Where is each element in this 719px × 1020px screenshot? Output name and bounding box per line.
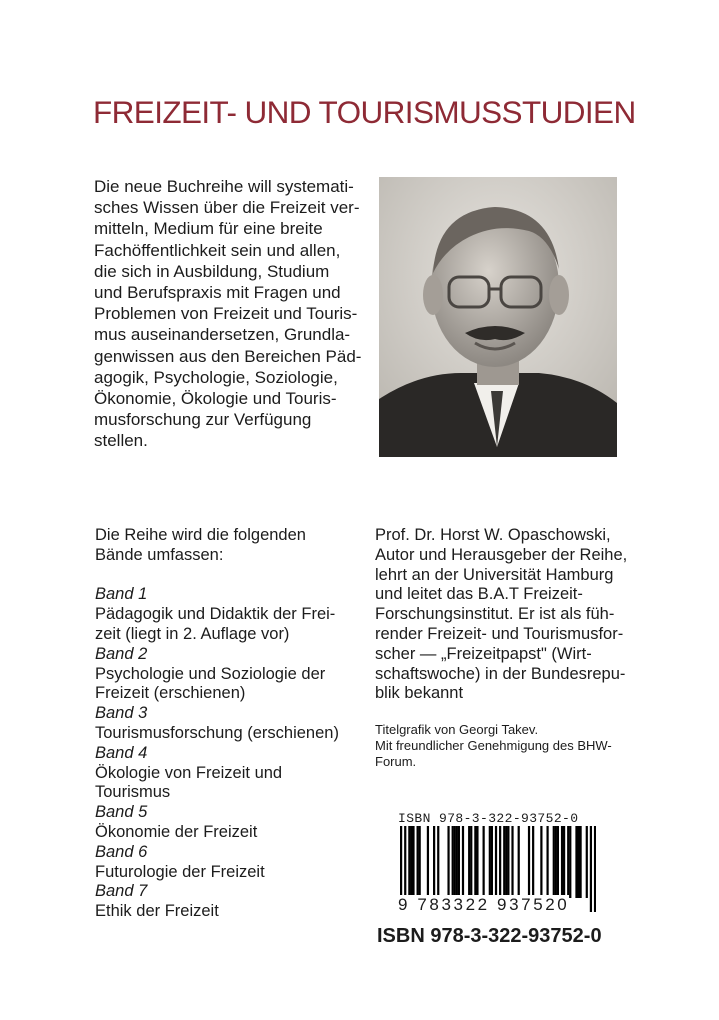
intro-line: sches Wissen über die Freizeit ver- xyxy=(94,198,360,218)
band-label: Band 4 xyxy=(95,743,148,762)
barcode-bar xyxy=(419,826,421,898)
barcode-bar xyxy=(586,826,588,898)
barcode-bar xyxy=(553,826,555,898)
band-title: Pädagogik und Didaktik der Frei- xyxy=(95,605,336,624)
credit-line: Titelgrafik von Georgi Takev. xyxy=(375,722,539,737)
band-label: Band 6 xyxy=(95,842,148,861)
barcode-bar xyxy=(408,826,410,898)
credit-line: Forum. xyxy=(375,754,417,769)
barcode-bar xyxy=(507,826,509,898)
barcode-guard-bar xyxy=(594,826,596,912)
band-title: Ethik der Freizeit xyxy=(95,902,219,921)
intro-line: agogik, Psychologie, Soziologie, xyxy=(94,367,338,387)
barcode-bar xyxy=(567,826,569,898)
intro-line: mitteln, Medium für eine breite xyxy=(94,219,323,239)
barcode-bar xyxy=(511,826,513,898)
barcode-bar xyxy=(503,826,505,898)
barcode-bar xyxy=(557,826,559,898)
intro-line: genwissen aus den Bereichen Päd- xyxy=(94,346,362,366)
isbn-large-label: ISBN 978-3-322-93752-0 xyxy=(377,925,602,947)
barcode-bar xyxy=(540,826,542,898)
author-line: Forschungsinstitut. Er ist als füh- xyxy=(375,605,615,624)
intro-line: Ökonomie, Ökologie und Touris- xyxy=(94,389,337,409)
barcode-bar xyxy=(412,826,414,898)
barcode-bar xyxy=(456,826,458,898)
band-label: Band 5 xyxy=(95,803,148,822)
barcode-bar xyxy=(561,826,563,898)
barcode-guard-bar xyxy=(590,826,592,912)
intro-line: mus auseinandersetzen, Grundla- xyxy=(94,325,351,345)
barcode-bar xyxy=(447,826,449,898)
band-title: Futurologie der Freizeit xyxy=(95,862,265,881)
barcode-bar xyxy=(474,826,476,898)
band-label: Band 2 xyxy=(95,644,148,663)
barcode-bar xyxy=(569,826,571,898)
barcode-bar xyxy=(483,826,485,898)
barcode-bar xyxy=(433,826,435,898)
barcode-bar xyxy=(546,826,548,898)
intro-line: Problemen von Freizeit und Touris- xyxy=(94,304,358,324)
barcode-bar xyxy=(427,826,429,898)
barcode-bar xyxy=(470,826,472,898)
barcode-bar xyxy=(452,826,454,898)
barcode-digits: 9 783322 937520 xyxy=(398,895,570,914)
barcode-bar xyxy=(505,826,507,898)
band-label: Band 3 xyxy=(95,704,148,723)
band-title: Tourismusforschung (erschienen) xyxy=(95,723,339,742)
barcode-bar xyxy=(468,826,470,898)
series-intro-line: Die Reihe wird die folgenden xyxy=(95,526,306,544)
series-title: FREIZEIT- UND TOURISMUSSTUDIEN xyxy=(93,94,636,130)
series-intro-line: Bände umfassen: xyxy=(95,545,224,564)
band-title: Ökonomie der Freizeit xyxy=(95,822,258,841)
cover-credit xyxy=(375,722,645,770)
author-line: Prof. Dr. Horst W. Opaschowski, xyxy=(375,526,611,544)
author-line: lehrt an der Universität Hamburg xyxy=(375,565,614,584)
barcode-bar xyxy=(563,826,565,898)
barcode-bar xyxy=(489,826,491,898)
barcode-bar xyxy=(579,826,581,898)
series-description xyxy=(94,176,364,452)
band-title: Tourismus xyxy=(95,783,171,802)
intro-line: und Berufspraxis mit Fragen und xyxy=(94,283,341,303)
barcode-bar xyxy=(454,826,456,898)
author-bio xyxy=(375,526,645,704)
volume-list xyxy=(95,526,355,922)
barcode-bar xyxy=(575,826,577,898)
author-line: schaftswoche) in der Bundesrepu- xyxy=(375,664,626,683)
barcode-bar xyxy=(555,826,557,898)
isbn-small-label: ISBN 978-3-322-93752-0 xyxy=(398,811,579,826)
author-line: blik bekannt xyxy=(375,684,464,703)
intro-line: Fachöffentlichkeit sein und allen, xyxy=(94,240,341,260)
band-title: Psychologie und Soziologie der xyxy=(95,664,326,683)
intro-line: stellen. xyxy=(94,431,148,451)
intro-line: die sich in Ausbildung, Studium xyxy=(94,261,330,281)
band-title: zeit (liegt in 2. Auflage vor) xyxy=(95,624,290,643)
barcode-bar xyxy=(410,826,412,898)
band-label: Band 7 xyxy=(95,882,148,901)
author-portrait xyxy=(379,177,617,457)
intro-line: Die neue Buchreihe will systemati- xyxy=(94,177,354,196)
band-label: Band 1 xyxy=(95,585,148,604)
barcode-bar xyxy=(476,826,478,898)
intro-line: musforschung zur Verfügung xyxy=(94,410,312,430)
barcode-bar xyxy=(491,826,493,898)
credit-line: Mit freundlicher Genehmigung des BHW- xyxy=(375,738,612,753)
barcode-bar xyxy=(528,826,530,898)
barcode-bar xyxy=(458,826,460,898)
band-title: Ökologie von Freizeit und xyxy=(95,763,283,782)
barcode-bar xyxy=(417,826,419,898)
author-line: render Freizeit- und Tourismusfor- xyxy=(375,624,624,643)
author-line: Autor und Herausgeber der Reihe, xyxy=(375,545,628,564)
barcode-bar xyxy=(577,826,579,898)
barcode-bar xyxy=(518,826,520,898)
barcode-bar xyxy=(437,826,439,898)
band-title: Freizeit (erschienen) xyxy=(95,684,246,703)
author-line: scher — „Freizeitpapst" (Wirt- xyxy=(375,644,592,663)
barcode-bar xyxy=(532,826,534,898)
author-line: und leitet das B.A.T Freizeit- xyxy=(375,585,583,604)
barcode-bar xyxy=(462,826,464,898)
